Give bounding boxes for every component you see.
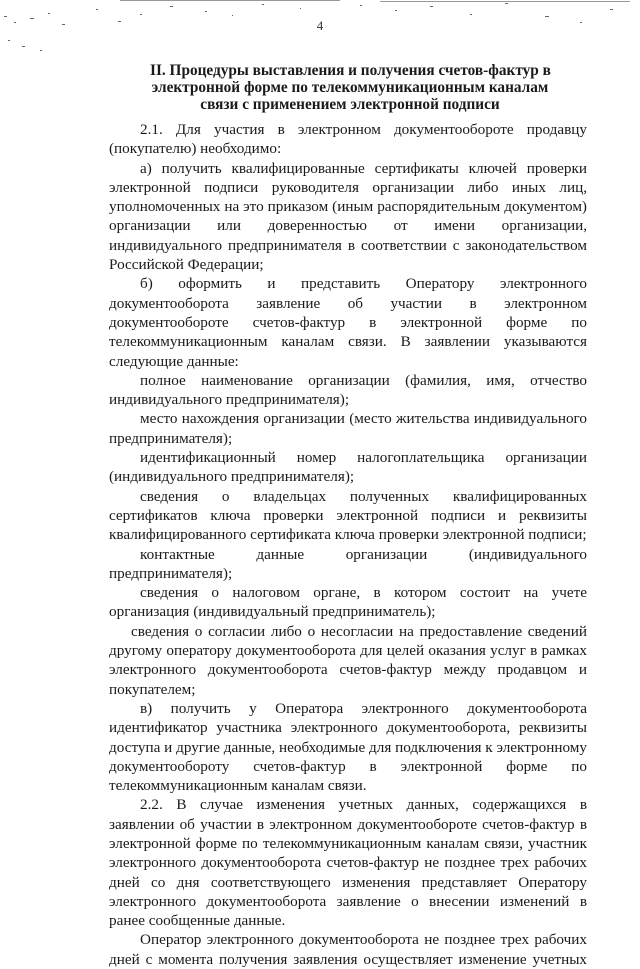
paragraph-item-b: б) оформить и представить Оператору электронного документооборота заявление об участии в электронном документообороте счетов-фактур в электронной форме по телекоммуникационным каналам связи. В заявлении указываются следующие данные: — [109, 275, 587, 370]
data-item-contacts: контактные данные организации (индивидуального предпринимателя); — [109, 545, 587, 582]
data-item-name: полное наименование организации (фамилия, имя, отчество индивидуального предпринимателя); — [109, 371, 587, 409]
heading-line: электронной форме по телекоммуникационным каналам — [151, 79, 549, 96]
data-item-location: место нахождения организации (место жительства индивидуального предпринимателя); — [109, 410, 587, 447]
data-item-tax-authority: сведения о налоговом органе, в котором состоит на учете организация (индивидуальный предприниматель); — [109, 584, 587, 621]
paragraph-2-1: 2.1. Для участия в электронном документообороте продавцу (покупателю) необходимо: — [109, 121, 587, 158]
heading-line: II. Процедуры выставления и получения счетов-фактур в — [150, 62, 551, 79]
data-item-consent: сведения о согласии либо о несогласии на предоставление сведений другому оператору документооборота для целей оказания услуг в рамках электронного документооборота счетов-фактур между продавцом и покупателем; — [109, 622, 587, 698]
data-item-certificates: сведения о владельцах полученных квалифицированных сертификатов ключа проверки электронной подписи и реквизиты квалифицированного сертификата ключа проверки электронной подписи; — [109, 487, 587, 544]
paragraph-item-v: в) получить у Оператора электронного документооборота идентификатор участника электронного документооборота, реквизиты доступа и другие данные, необходимые для подключения к электронному документообороту счетов-фактур в электронной форме по телекоммуникационным каналам связи. — [109, 699, 587, 795]
page-number: 4 — [316, 18, 324, 33]
heading-line: связи с применением электронной подписи — [200, 96, 500, 113]
document-body — [109, 120, 587, 969]
section-heading — [150, 62, 550, 113]
data-item-inn: идентификационный номер налогоплательщика организации (индивидуального предпринимателя); — [109, 449, 587, 486]
paragraph-operator: Оператор электронного документооборота не позднее трех рабочих дней с момента получения заявления осуществляет изменение учетных — [109, 931, 587, 968]
paragraph-2-2: 2.2. В случае изменения учетных данных, содержащихся в заявлении об участии в электронном документообороте счетов-фактур в электронной форме по телекоммуникационным каналам связи, участник электронного документооборота счетов-фактур не позднее трех рабочих дней со дня соответствующего изменения представляет Оператору электронного документооборота заявление о внесении изменений в ранее сообщенные данные. — [109, 796, 587, 930]
paragraph-item-a: а) получить квалифицированные сертификаты ключей проверки электронной подписи руководителя организации либо иных лиц, уполномоченных на это приказом (иным распорядительным документом) организации или доверенностью от имени организации, индивидуального предпринимателя в соответствии с законодательством Российской Федерации; — [109, 159, 587, 274]
